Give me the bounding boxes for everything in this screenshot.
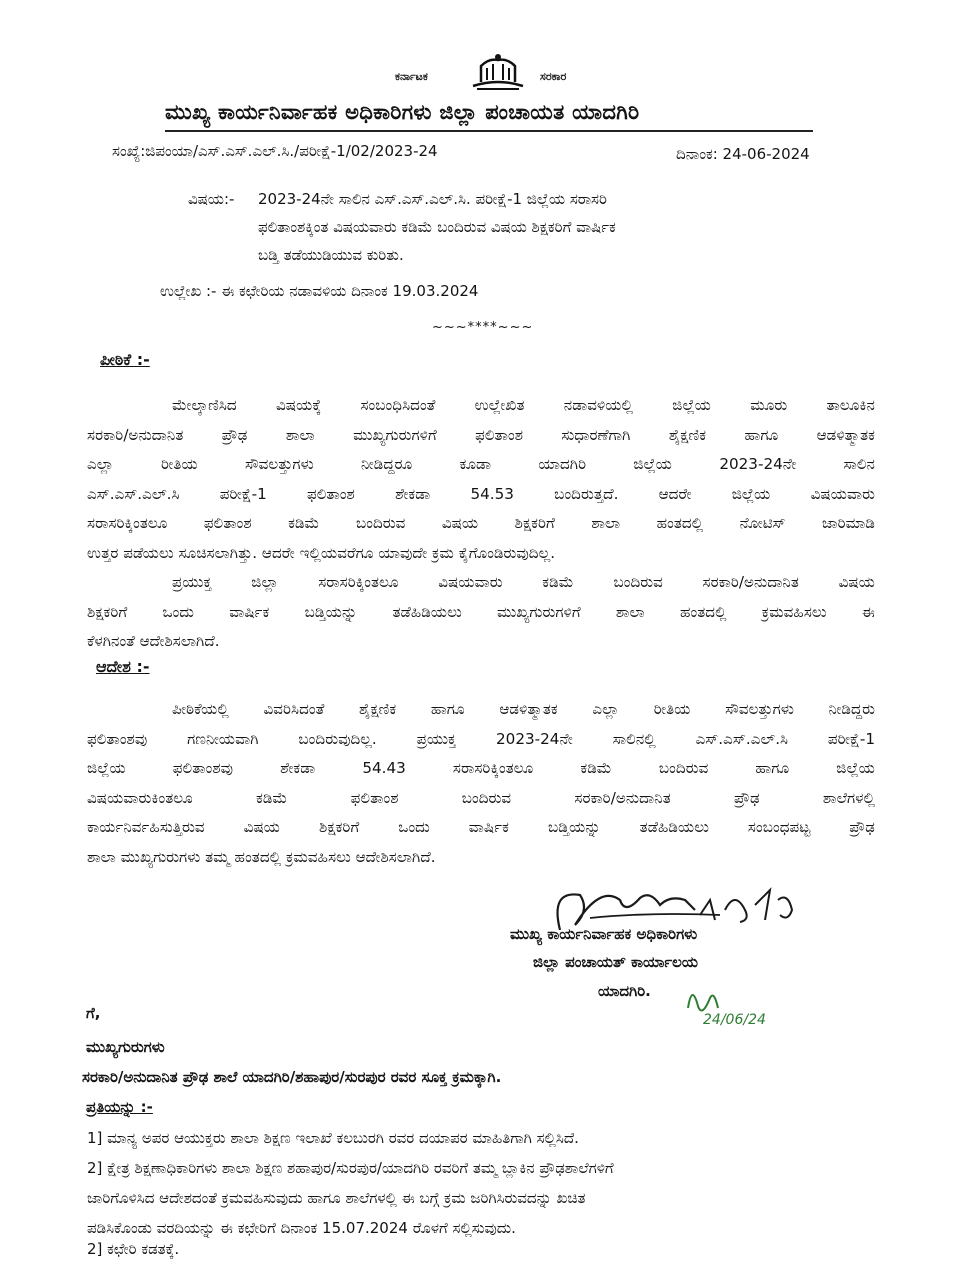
signature-date: 24/06/24 xyxy=(703,1012,766,1028)
to-recipient: ಮುಖ್ಯಗುರುಗಳು xyxy=(86,1038,165,1056)
preamble-heading: ಪೀಠಿಕೆ :- xyxy=(100,350,150,369)
paragraph-line: ಮೇಲ್ಕಾಣಿಸಿದ ವಿಷಯಕ್ಕೆ ಸಂಬಂಧಿಸಿದಂತೆ ಉಲ್ಲೇಖಿತ ನಡಾವಳಿಯಲ್ಲಿ ಜಿಲ್ಲೆಯ ಮೂರು ತಾಲೂಕಿನ xyxy=(172,396,875,414)
to-label: ಗೆ, xyxy=(86,1004,101,1022)
preamble-paragraph-1 xyxy=(87,391,875,568)
government-label: ಸರಕಾರ xyxy=(540,70,567,83)
preamble-paragraph-2 xyxy=(87,568,875,657)
title-underline xyxy=(165,130,813,132)
paragraph-line: ಪ್ರಯುಕ್ತ ಜಿಲ್ಲಾ ಸರಾಸರಿಕ್ಕಿಂತಲೂ ವಿಷಯವಾರು ಕಡಿಮೆ ಬಂದಿರುವ ಸರಕಾರಿ/ಅನುದಾನಿತ ವಿಷಯ xyxy=(172,573,875,591)
letterhead-emblem-row xyxy=(395,52,595,92)
to-recipient-detail: ಸರಕಾರಿ/ಅನುದಾನಿತ ಪ್ರೌಢ ಶಾಲೆ ಯಾದಗಿರಿ/ಶಹಾಪುರ/ಸುರಪುರ ರವರ ಸೂಕ್ತ ಕ್ರಮಕ್ಕಾಗಿ. xyxy=(82,1068,502,1086)
paragraph-line: ಜಿಲ್ಲೆಯ ಫಲಿತಾಂಶವು ಶೇಕಡಾ 54.43 ಸರಾಸರಿಕ್ಕಿಂತಲೂ ಕಡಿಮೆ ಬಂದಿರುವ ಹಾಗೂ ಜಿಲ್ಲೆಯ xyxy=(87,759,875,777)
order-heading: ಆದೇಶ :- xyxy=(96,657,150,676)
state-label: ಕರ್ನಾಟಕ xyxy=(395,70,428,83)
copy-item: 2] ಕಛೇರಿ ಕಡತಕ್ಕೆ. xyxy=(87,1240,180,1258)
paragraph-line: ಕಾರ್ಯನಿರ್ವಹಿಸುತ್ತಿರುವ ವಿಷಯ ಶಿಕ್ಷಕರಿಗೆ ಒಂದು ವಾರ್ಷಿಕ ಬಡ್ತಿಯನ್ನು ತಡೆಹಿಡಿಯಲು ಸಂಬಂಧಪಟ್ಟ ಪ್ರೌಢ xyxy=(87,818,875,836)
copy-item: 2] ಕ್ಷೇತ್ರ ಶಿಕ್ಷಣಾಧಿಕಾರಿಗಳು ಶಾಲಾ ಶಿಕ್ಷಣ ಶಹಾಪುರ/ಸುರಪುರ/ಯಾದಗಿರಿ ರವರಿಗೆ ತಮ್ಮ ಬ್ಲಾಕಿನ ಪ್ರೌಢಶಾಲೆಗಳಿಗೆ xyxy=(87,1159,614,1177)
government-emblem-icon xyxy=(467,52,529,92)
letter-date: ದಿನಾಂಕ: 24-06-2024 xyxy=(676,145,810,163)
paragraph-line: ವಿಷಯವಾರುಕಿಂತಲೂ ಕಡಿಮೆ ಫಲಿತಾಂಶ ಬಂದಿರುವ ಸರಕಾರಿ/ಅನುದಾನಿತ ಪ್ರೌಢ ಶಾಲೆಗಳಲ್ಲಿ xyxy=(87,788,875,807)
subject-line: 2023-24ನೇ ಸಾಲಿನ ಎಸ್.ಎಸ್.ಎಲ್.ಸಿ. ಪರೀಕ್ಷೆ-1 ಜಿಲ್ಲೆಯ ಸರಾಸರಿ xyxy=(258,190,607,208)
signatory-place: ಯಾದಗಿರಿ. xyxy=(598,982,651,1000)
paragraph-line: ಶಿಕ್ಷಕರಿಗೆ ಒಂದು ವಾರ್ಷಿಕ ಬಡ್ತಿಯನ್ನು ತಡೆಹಿಡಿಯಲು ಮುಖ್ಯಗುರುಗಳಿಗೆ ಶಾಲಾ ಹಂತದಲ್ಲಿ ಕ್ರಮವಹಿಸಲು ಈ xyxy=(87,602,875,621)
paragraph-line: ಕೆಳಗಿನಂತೆ ಆದೇಶಿಸಲಾಗಿದೆ. xyxy=(87,632,220,650)
paragraph-line: ಪೀಠಿಕೆಯಲ್ಲಿ ವಿವರಿಸಿದಂತೆ ಶೈಕ್ಷಣಿಕ ಹಾಗೂ ಆಡಳಿತ್ಮಾತಕ ಎಲ್ಲಾ ರೀತಿಯ ಸೌವಲತ್ತುಗಳು ನೀಡಿದ್ದರು xyxy=(172,700,875,718)
subject-block xyxy=(188,185,808,269)
subject-label: ವಿಷಯ:- xyxy=(188,190,235,208)
signatory-title: ಮುಖ್ಯ ಕಾರ್ಯನಿರ್ವಾಹಕ ಅಧಿಕಾರಿಗಳು xyxy=(510,925,698,943)
order-paragraph xyxy=(87,695,875,872)
copies-heading: ಪ್ರತಿಯನ್ನು :- xyxy=(86,1098,153,1116)
paragraph-line: ಉತ್ತರ ಪಡೆಯಲು ಸೂಚಿಸಲಾಗಿತ್ತು. ಆದರೇ ಇಲ್ಲಿಯವರೆಗೂ ಯಾವುದೇ ಕ್ರಮ ಕೈಗೊಂಡಿರುವುದಿಲ್ಲ. xyxy=(87,543,556,562)
paragraph-line: ಫಲಿತಾಂಶವು ಗಣನೀಯವಾಗಿ ಬಂದಿರುವುದಿಲ್ಲ. ಪ್ರಯುಕ್ತ 2023-24ನೇ ಸಾಲಿನಲ್ಲಿ ಎಸ್.ಎಸ್.ಎಲ್.ಸಿ ಪರೀಕ್ಷೆ-1 xyxy=(87,729,875,748)
subject-line: ಬಡ್ತಿ ತಡೆಯುಡಿಯುವ ಕುರಿತು. xyxy=(258,246,404,264)
paragraph-line: ಶಾಲಾ ಮುಖ್ಯಗುರುಗಳು ತಮ್ಮ ಹಂತದಲ್ಲಿ ಕ್ರಮವಹಿಸಲು ಆದೇಶಿಸಲಾಗಿದೆ. xyxy=(87,847,436,866)
green-initial-icon xyxy=(680,978,780,1038)
reference-number: ಸಂಖ್ಯೆ:ಜಿಪಂಯಾ/ಎಸ್.ಎಸ್.ಎಲ್.ಸಿ./ಪರೀಕ್ಷೆ-1/02/2023-24 xyxy=(112,142,438,160)
copy-item: 1] ಮಾನ್ಯ ಅಪರ ಆಯುಕ್ತರು ಶಾಲಾ ಶಿಕ್ಷಣ ಇಲಾಖೆ ಕಲಬುರಗಿ ರವರ ದಯಾಪರ ಮಾಹಿತಿಗಾಗಿ ಸಲ್ಲಿಸಿದೆ. xyxy=(87,1129,579,1147)
office-title: ಮುಖ್ಯ ಕಾರ್ಯನಿರ್ವಾಹಕ ಅಧಿಕಾರಿಗಳು ಜಿಲ್ಲಾ ಪಂಚಾಯತ ಯಾದಗಿರಿ xyxy=(165,100,640,124)
copy-item: ಪಡಿಸಿಕೊಂಡು ವರದಿಯನ್ನು ಈ ಕಛೇರಿಗೆ ದಿನಾಂಕ 15.07.2024 ರೊಳಗೆ ಸಲ್ಲಿಸುವುದು. xyxy=(87,1219,516,1237)
paragraph-line: ಸರಕಾರಿ/ಅನುದಾನಿತ ಪ್ರೌಢ ಶಾಲಾ ಮುಖ್ಯಗುರುಗಳಿಗೆ ಫಲಿತಾಂಶ ಸುಧಾರಣೆಗಾಗಿ ಶೈಕ್ಷಣಿಕ ಹಾಗೂ ಆಡಳಿತ್ಮಾತಕ xyxy=(87,425,875,444)
copy-item: ಜಾರಿಗೊಳಿಸಿದ ಆದೇಶದಂತೆ ಕ್ರಮವಹಿಸುವುದು ಹಾಗೂ ಶಾಲೆಗಳಲ್ಲಿ ಈ ಬಗ್ಗೆ ಕ್ರಮ ಜರಿಗಿಸಿರುವದನ್ನು ಖಚಿತ xyxy=(87,1189,586,1207)
paragraph-line: ಎಸ್.ಎಸ್.ಎಲ್.ಸಿ ಪರೀಕ್ಷೆ-1 ಫಲಿತಾಂಶ ಶೇಕಡಾ 54.53 ಬಂದಿರುತ್ತದೆ. ಆದರೇ ಜಿಲ್ಲೆಯ ವಿಷಯವಾರು xyxy=(87,484,875,503)
separator: ~~~****~~~ xyxy=(432,320,534,335)
signatory-office: ಜಿಲ್ಲಾ ಪಂಚಾಯತ್ ಕಾರ್ಯಾಲಯ xyxy=(533,953,698,971)
paragraph-line: ಸರಾಸರಿಕ್ಕಿಂತಲೂ ಫಲಿತಾಂಶ ಕಡಿಮೆ ಬಂದಿರುವ ವಿಷಯ ಶಿಕ್ಷಕರಿಗೆ ಶಾಲಾ ಹಂತದಲ್ಲಿ ನೋಟಿಸ್ ಜಾರಿಮಾಡಿ xyxy=(87,514,875,532)
subject-line: ಫಲಿತಾಂಶಕ್ಕಿಂತ ವಿಷಯವಾರು ಕಡಿಮೆ ಬಂದಿರುವ ವಿಷಯ ಶಿಕ್ಷಕರಿಗೆ ವಾರ್ಷಿಕ xyxy=(258,218,616,236)
reference-line: ಉಲ್ಲೇಖ :- ಈ ಕಛೇರಿಯ ನಡಾವಳಿಯ ದಿನಾಂಕ 19.03.2024 xyxy=(160,282,479,300)
paragraph-line: ಎಲ್ಲಾ ರೀತಿಯ ಸೌವಲತ್ತುಗಳು ನೀಡಿದ್ದರೂ ಕೂಡಾ ಯಾದಗಿರಿ ಜಿಲ್ಲೆಯ 2023-24ನೇ ಸಾಲಿನ xyxy=(87,455,875,473)
